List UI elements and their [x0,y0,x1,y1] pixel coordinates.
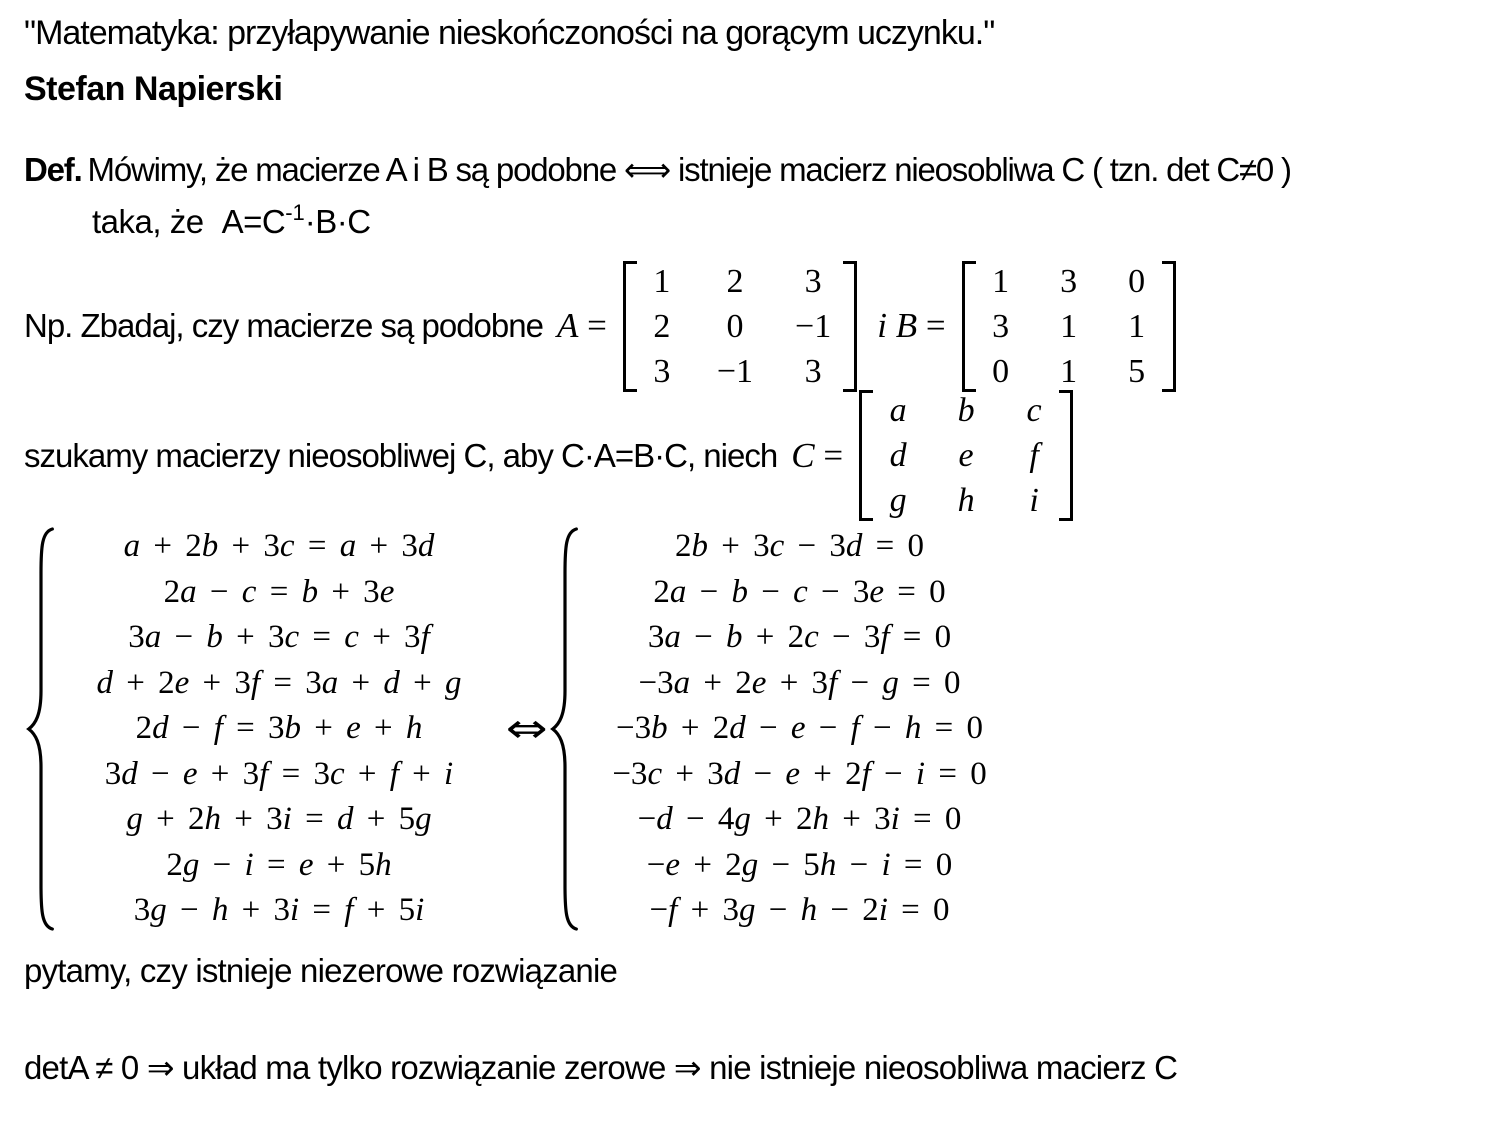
equation: 2a − c = b + 3e [163,573,395,610]
matrix-cell: 3 [992,307,1010,345]
equation: d + 2e + 3f = 3a + d + g [96,664,462,701]
matrix-cell: 3 [804,262,822,300]
matrix-cell: f [1029,437,1039,474]
right-bracket [1162,261,1176,392]
matrix-cell: −1 [795,307,832,345]
matrix-cell: 0 [992,352,1010,390]
equation: −e + 2g − 5h − i = 0 [646,846,953,883]
equation: −d − 4g + 2h + 3i = 0 [637,801,962,838]
matrix-cell: 5 [1128,352,1146,390]
matrix-cell: 1 [1128,307,1146,345]
example-intro: Np. Zbadaj, czy macierze są podobne [24,307,543,344]
formula-exponent: -1 [285,200,305,225]
matrix-cell: 1 [992,262,1010,300]
matrix-cell: e [958,437,974,474]
similarity-formula [221,200,371,240]
matrix-cell: 1 [1060,352,1078,390]
example-line [24,256,1182,396]
matrix-c-grid [873,388,1059,523]
conclusion-line: detA ≠ 0 ⇒ układ ma tylko rozwiązanie zerowe ⇒ nie istnieje nieosobliwa macierz C [24,1049,1178,1086]
equation: 2d − f = 3b + e + h [135,710,423,747]
left-bracket [962,261,976,392]
matrix-c-label: C = [791,435,844,475]
matrix-cell: 0 [726,307,744,345]
matrix-cell: 1 [1060,307,1078,345]
system-left [58,524,500,934]
search-line [24,388,1079,523]
definition-label: Def. [24,151,82,188]
matrix-cell: g [889,482,907,519]
left-bracket [623,261,637,392]
quote-text: "Matematyka: przyłapywanie nieskończoności na gorącym uczynku." [24,14,995,52]
definition-condition [92,200,371,241]
search-intro: szukamy macierzy nieosobliwej C, aby C·A=B·C, niech [24,436,778,474]
matrix-a-label: A = [556,306,607,345]
equation: 3a − b + 2c − 3f = 0 [647,619,952,656]
equation: a + 2b + 3c = a + 3d [123,528,435,565]
left-bracket [859,390,873,521]
matrix-cell: 3 [804,352,822,390]
right-bracket [843,261,857,392]
matrix-cell: 2 [726,262,744,300]
equation: 2a − b − c − 3e = 0 [653,573,946,610]
formula-rest: ·B·C [304,203,371,240]
matrix-cell: a [889,392,907,429]
matrix-cell: b [957,392,975,429]
equation-systems [24,523,1018,935]
matrix-c [859,388,1073,523]
equation: −f + 3g − h − 2i = 0 [649,892,950,929]
equation: 3d − e + 3f = 3c + f + i [104,755,454,792]
left-system-brace [24,523,58,935]
matrix-a-grid [637,259,843,394]
iff-arrow: ⇔ [505,706,548,752]
matrix-cell: −1 [716,352,754,390]
matrix-cell: 0 [1128,262,1146,300]
question-line: pytamy, czy istnieje niezerowe rozwiązanie [24,952,618,989]
matrix-cell: 3 [1060,262,1078,300]
equation: 3a − b + 3c = c + 3f [128,619,430,656]
matrix-b-label: i B = [877,306,946,345]
equation: 3g − h + 3i = f + 5i [133,892,425,929]
equation: 2g − i = e + 5h [166,846,392,883]
matrix-cell: 2 [653,307,671,345]
equation: g + 2h + 3i = d + 5g [126,801,432,838]
definition-condition-label: taka, że [92,203,204,240]
equation: 2b + 3c − 3d = 0 [675,528,925,565]
matrix-cell: 3 [653,352,671,390]
right-system-brace [548,523,582,935]
matrix-a [623,259,857,394]
matrix-cell: c [1026,392,1042,429]
definition-line [24,150,1484,189]
quote-author: Stefan Napierski [24,70,283,108]
matrix-cell: d [889,437,907,474]
matrix-cell: 1 [653,262,671,300]
equation: −3a + 2e + 3f − g = 0 [638,664,961,701]
formula-base: A=C [221,203,286,240]
right-bracket [1059,390,1073,521]
matrix-cell: h [957,482,975,519]
matrix-b [962,259,1176,394]
definition-text: Mówimy, że macierze A i B są podobne ⟺ istnieje macierz nieosobliwa C ( tzn. det C≠0 ) [87,151,1291,188]
equation: −3b + 2d − e − f − h = 0 [615,710,984,747]
system-right [582,524,1018,934]
matrix-b-grid [976,259,1162,394]
equation: −3c + 3d − e + 2f − i = 0 [612,755,987,792]
matrix-cell: i [1029,482,1039,519]
